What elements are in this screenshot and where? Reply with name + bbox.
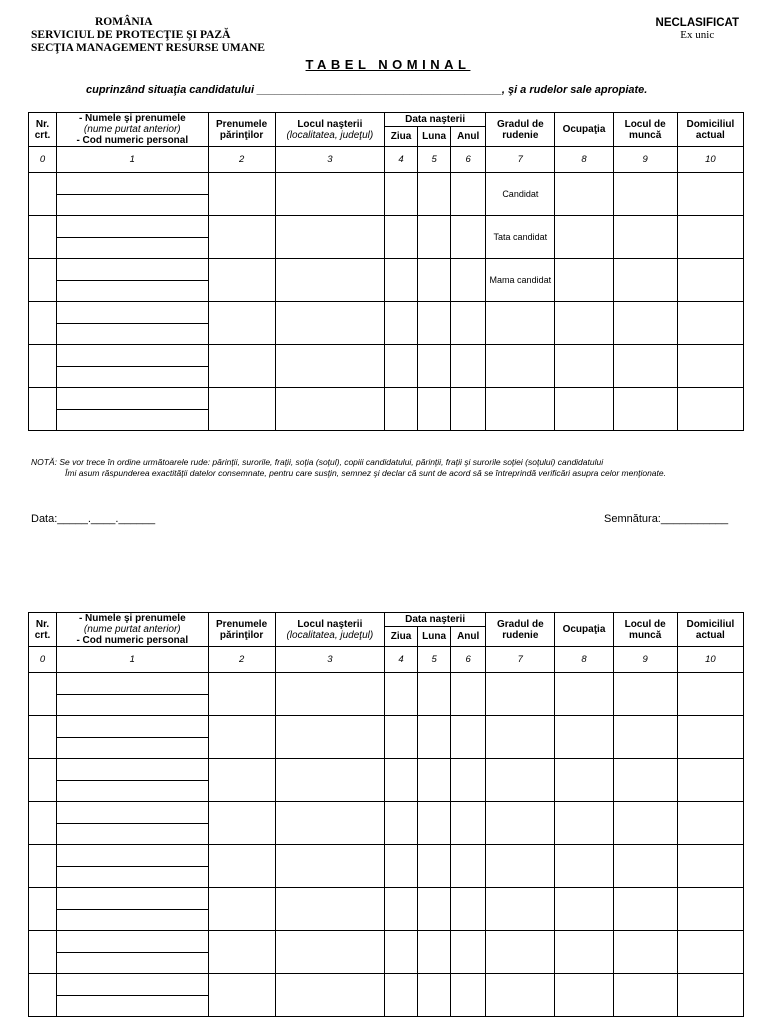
table-row <box>29 888 744 931</box>
form-cell[interactable] <box>555 216 613 259</box>
form-cell[interactable] <box>677 302 743 345</box>
form-cell[interactable] <box>555 888 613 931</box>
form-cell[interactable] <box>29 173 57 216</box>
cnp-subcell[interactable] <box>57 867 207 888</box>
form-cell[interactable] <box>418 216 451 259</box>
form-cell[interactable] <box>613 716 677 759</box>
service-name: SERVICIUL DE PROTECŢIE ŞI PAZĂ <box>31 29 231 41</box>
form-cell[interactable] <box>384 302 417 345</box>
header-birthdate: Data naşterii <box>384 613 485 627</box>
form-cell[interactable] <box>451 888 486 931</box>
form-cell[interactable] <box>677 345 743 388</box>
note-line-2: Îmi asum răspunderea exactităţii datelor consemnate, pentru care susţin, semnez şi declar că sunt de acord să se întreprindă verificări asupra celor menţionate. <box>65 468 666 478</box>
form-cell[interactable] <box>29 716 57 759</box>
cnp-subcell[interactable] <box>57 910 207 931</box>
table-1-body <box>29 173 744 431</box>
relation-label: Tata candidat <box>493 232 548 242</box>
form-cell[interactable] <box>677 216 743 259</box>
form-cell[interactable] <box>613 173 677 216</box>
header-day: Ziua <box>384 127 417 147</box>
form-cell[interactable] <box>677 845 743 888</box>
header-parents: Prenumele părinţilor <box>208 113 275 147</box>
institution-header <box>31 16 265 55</box>
form-cell[interactable] <box>275 845 384 888</box>
name-cnp-cell[interactable] <box>57 802 208 845</box>
name-cnp-cell[interactable] <box>57 345 208 388</box>
name-subcell[interactable] <box>57 259 207 281</box>
table-2-body <box>29 673 744 1017</box>
nominal-table-2 <box>28 612 744 1017</box>
form-cell[interactable] <box>275 673 384 716</box>
form-cell[interactable] <box>418 388 451 431</box>
form-cell[interactable] <box>418 345 451 388</box>
form-cell[interactable] <box>418 888 451 931</box>
form-cell[interactable] <box>451 716 486 759</box>
form-cell[interactable] <box>555 173 613 216</box>
table-row <box>29 673 744 716</box>
note-block <box>31 457 744 479</box>
form-cell[interactable] <box>29 345 57 388</box>
form-cell[interactable] <box>677 388 743 431</box>
form-cell[interactable] <box>451 259 486 302</box>
header-name: - Numele şi prenumele (nume purtat anterior) - Cod numeric personal <box>57 613 208 647</box>
col-number: 6 <box>451 647 486 673</box>
form-cell[interactable] <box>384 259 417 302</box>
form-cell[interactable] <box>486 673 555 716</box>
form-cell[interactable] <box>275 802 384 845</box>
header-address: Domiciliul actual <box>677 613 743 647</box>
copy-label: Ex unic <box>680 29 715 41</box>
relation-cell[interactable] <box>486 173 555 216</box>
col-number: 5 <box>418 647 451 673</box>
date-field[interactable]: Data:_____.____.______ <box>31 513 156 525</box>
header-nr: Nr. crt. <box>29 113 57 147</box>
form-cell[interactable] <box>555 259 613 302</box>
form-cell[interactable] <box>677 173 743 216</box>
relation-cell[interactable] <box>486 259 555 302</box>
form-cell[interactable] <box>677 259 743 302</box>
form-cell[interactable] <box>384 216 417 259</box>
header-name: - Numele şi prenumele (nume purtat anterior) - Cod numeric personal <box>57 113 208 147</box>
form-cell[interactable] <box>418 802 451 845</box>
form-cell[interactable] <box>486 888 555 931</box>
col-number: 8 <box>555 647 613 673</box>
form-cell[interactable] <box>555 845 613 888</box>
form-cell[interactable] <box>29 802 57 845</box>
form-cell[interactable] <box>677 802 743 845</box>
form-cell[interactable] <box>451 388 486 431</box>
name-subcell[interactable] <box>57 345 207 367</box>
cnp-subcell[interactable] <box>57 238 207 259</box>
form-cell[interactable] <box>418 974 451 1017</box>
form-cell[interactable] <box>613 259 677 302</box>
col-number: 1 <box>57 647 208 673</box>
name-subcell[interactable] <box>57 759 207 781</box>
relation-cell[interactable] <box>486 345 555 388</box>
form-cell[interactable] <box>451 302 486 345</box>
form-cell[interactable] <box>208 802 275 845</box>
header-relation: Gradul de rudenie <box>486 613 555 647</box>
name-cnp-cell[interactable] <box>57 173 208 216</box>
form-cell[interactable] <box>208 388 275 431</box>
form-cell[interactable] <box>613 216 677 259</box>
col-number: 9 <box>613 647 677 673</box>
header-month: Luna <box>418 627 451 647</box>
form-cell[interactable] <box>555 302 613 345</box>
form-cell[interactable] <box>486 759 555 802</box>
form-cell[interactable] <box>613 302 677 345</box>
form-cell[interactable] <box>275 931 384 974</box>
name-cnp-cell[interactable] <box>57 302 208 345</box>
table-row <box>29 716 744 759</box>
cnp-subcell[interactable] <box>57 996 207 1017</box>
col-number: 7 <box>486 147 555 173</box>
form-cell[interactable] <box>208 173 275 216</box>
table-row <box>29 302 744 345</box>
col-number: 8 <box>555 147 613 173</box>
form-cell[interactable] <box>29 931 57 974</box>
table-row <box>29 173 744 216</box>
form-cell[interactable] <box>384 716 417 759</box>
form-cell[interactable] <box>486 845 555 888</box>
form-cell[interactable] <box>451 345 486 388</box>
form-cell[interactable] <box>275 716 384 759</box>
form-cell[interactable] <box>613 673 677 716</box>
name-cnp-cell[interactable] <box>57 974 208 1017</box>
cnp-subcell[interactable] <box>57 695 207 716</box>
form-cell[interactable] <box>486 931 555 974</box>
form-cell[interactable] <box>275 302 384 345</box>
name-cnp-cell[interactable] <box>57 388 208 431</box>
col-number: 4 <box>384 147 417 173</box>
form-cell[interactable] <box>29 845 57 888</box>
header-address: Domiciliul actual <box>677 113 743 147</box>
header-workplace: Locul de muncă <box>613 113 677 147</box>
form-cell[interactable] <box>677 673 743 716</box>
form-cell[interactable] <box>29 759 57 802</box>
name-cnp-cell[interactable] <box>57 716 208 759</box>
form-cell[interactable] <box>451 974 486 1017</box>
header-occupation: Ocupaţia <box>555 613 613 647</box>
header-birthplace: Locul naşterii (localitatea, judeţul) <box>275 613 384 647</box>
cnp-subcell[interactable] <box>57 410 207 431</box>
form-cell[interactable] <box>29 216 57 259</box>
name-cnp-cell[interactable] <box>57 216 208 259</box>
col-number: 10 <box>677 147 743 173</box>
header-relation: Gradul de rudenie <box>486 113 555 147</box>
table-row <box>29 802 744 845</box>
col-number: 2 <box>208 647 275 673</box>
form-cell[interactable] <box>677 759 743 802</box>
form-cell[interactable] <box>555 388 613 431</box>
form-cell[interactable] <box>208 759 275 802</box>
form-cell[interactable] <box>275 173 384 216</box>
form-cell[interactable] <box>275 259 384 302</box>
form-cell[interactable] <box>208 888 275 931</box>
form-cell[interactable] <box>613 888 677 931</box>
form-cell[interactable] <box>384 173 417 216</box>
table-row <box>29 759 744 802</box>
form-cell[interactable] <box>555 931 613 974</box>
form-cell[interactable] <box>384 802 417 845</box>
form-cell[interactable] <box>384 845 417 888</box>
section-name: SECŢIA MANAGEMENT RESURSE UMANE <box>31 42 265 54</box>
form-cell[interactable] <box>613 802 677 845</box>
form-cell[interactable] <box>613 759 677 802</box>
form-cell[interactable] <box>555 673 613 716</box>
name-subcell[interactable] <box>57 302 207 324</box>
relation-label: Candidat <box>502 189 539 199</box>
table-row <box>29 388 744 431</box>
form-cell[interactable] <box>677 888 743 931</box>
relation-cell[interactable] <box>486 388 555 431</box>
name-subcell[interactable] <box>57 931 207 953</box>
form-cell[interactable] <box>208 259 275 302</box>
form-cell[interactable] <box>29 302 57 345</box>
form-cell[interactable] <box>418 845 451 888</box>
name-subcell[interactable] <box>57 802 207 824</box>
relation-label: Mama candidat <box>489 275 552 285</box>
form-cell[interactable] <box>451 759 486 802</box>
table-row <box>29 974 744 1017</box>
name-cnp-cell[interactable] <box>57 845 208 888</box>
form-cell[interactable] <box>613 388 677 431</box>
header-workplace: Locul de muncă <box>613 613 677 647</box>
form-cell[interactable] <box>486 716 555 759</box>
form-cell[interactable] <box>451 802 486 845</box>
name-subcell[interactable] <box>57 888 207 910</box>
table-row <box>29 216 744 259</box>
col-number: 7 <box>486 647 555 673</box>
form-cell[interactable] <box>208 974 275 1017</box>
name-subcell[interactable] <box>57 716 207 738</box>
form-cell[interactable] <box>677 974 743 1017</box>
col-number: 6 <box>451 147 486 173</box>
form-cell[interactable] <box>486 974 555 1017</box>
header-birthdate: Data naşterii <box>384 113 485 127</box>
cnp-subcell[interactable] <box>57 738 207 759</box>
cnp-subcell[interactable] <box>57 953 207 974</box>
table-row <box>29 259 744 302</box>
form-cell[interactable] <box>208 716 275 759</box>
classification-label: NECLASIFICAT <box>655 17 739 29</box>
header-month: Luna <box>418 127 451 147</box>
header-nr: Nr. crt. <box>29 613 57 647</box>
form-cell[interactable] <box>555 716 613 759</box>
form-cell[interactable] <box>29 259 57 302</box>
form-cell[interactable] <box>451 845 486 888</box>
form-cell[interactable] <box>384 974 417 1017</box>
header-parents: Prenumele părinţilor <box>208 613 275 647</box>
relation-cell[interactable] <box>486 302 555 345</box>
col-number: 5 <box>418 147 451 173</box>
form-cell[interactable] <box>29 888 57 931</box>
signature-field[interactable]: Semnătura:___________ <box>604 513 729 525</box>
name-cnp-cell[interactable] <box>57 259 208 302</box>
form-cell[interactable] <box>418 173 451 216</box>
form-cell[interactable] <box>275 759 384 802</box>
col-number: 3 <box>275 147 384 173</box>
form-cell[interactable] <box>418 759 451 802</box>
form-cell[interactable] <box>275 345 384 388</box>
form-cell[interactable] <box>384 931 417 974</box>
cnp-subcell[interactable] <box>57 781 207 802</box>
cnp-subcell[interactable] <box>57 824 207 845</box>
header-occupation: Ocupaţia <box>555 113 613 147</box>
form-cell[interactable] <box>275 216 384 259</box>
cnp-subcell[interactable] <box>57 324 207 345</box>
page-title: TABEL NOMINAL <box>305 57 471 72</box>
name-subcell[interactable] <box>57 173 207 195</box>
form-cell[interactable] <box>418 259 451 302</box>
form-cell[interactable] <box>613 974 677 1017</box>
form-cell[interactable] <box>418 931 451 974</box>
form-cell[interactable] <box>418 673 451 716</box>
form-cell[interactable] <box>451 173 486 216</box>
name-subcell[interactable] <box>57 673 207 695</box>
form-cell[interactable] <box>275 388 384 431</box>
form-cell[interactable] <box>555 802 613 845</box>
header-year: Anul <box>451 627 486 647</box>
form-cell[interactable] <box>275 974 384 1017</box>
form-cell[interactable] <box>384 345 417 388</box>
form-cell[interactable] <box>208 845 275 888</box>
form-cell[interactable] <box>613 345 677 388</box>
form-cell[interactable] <box>29 673 57 716</box>
cnp-subcell[interactable] <box>57 367 207 388</box>
form-cell[interactable] <box>677 716 743 759</box>
name-subcell[interactable] <box>57 845 207 867</box>
country-name: ROMÂNIA <box>95 16 153 28</box>
col-number: 9 <box>613 147 677 173</box>
header-day: Ziua <box>384 627 417 647</box>
col-number: 4 <box>384 647 417 673</box>
name-cnp-cell[interactable] <box>57 888 208 931</box>
form-cell[interactable] <box>677 931 743 974</box>
table-row <box>29 345 744 388</box>
form-cell[interactable] <box>555 345 613 388</box>
form-cell[interactable] <box>208 931 275 974</box>
form-cell[interactable] <box>384 759 417 802</box>
cnp-subcell[interactable] <box>57 281 207 302</box>
table-row <box>29 931 744 974</box>
form-cell[interactable] <box>208 673 275 716</box>
form-cell[interactable] <box>451 931 486 974</box>
form-cell[interactable] <box>418 716 451 759</box>
form-cell[interactable] <box>384 388 417 431</box>
form-cell[interactable] <box>613 931 677 974</box>
col-number: 0 <box>29 147 57 173</box>
form-cell[interactable] <box>29 974 57 1017</box>
name-cnp-cell[interactable] <box>57 931 208 974</box>
header-year: Anul <box>451 127 486 147</box>
name-subcell[interactable] <box>57 388 207 410</box>
cnp-subcell[interactable] <box>57 195 207 216</box>
col-number: 10 <box>677 647 743 673</box>
form-cell[interactable] <box>208 302 275 345</box>
nominal-table-1 <box>28 112 744 431</box>
name-cnp-cell[interactable] <box>57 759 208 802</box>
name-subcell[interactable] <box>57 974 207 996</box>
form-cell[interactable] <box>613 845 677 888</box>
form-cell[interactable] <box>29 388 57 431</box>
relation-cell[interactable] <box>486 216 555 259</box>
header-birthplace: Locul naşterii (localitatea, judeţul) <box>275 113 384 147</box>
form-cell[interactable] <box>451 673 486 716</box>
table-row <box>29 845 744 888</box>
form-cell[interactable] <box>451 216 486 259</box>
form-cell[interactable] <box>208 345 275 388</box>
form-cell[interactable] <box>555 759 613 802</box>
form-cell[interactable] <box>208 216 275 259</box>
col-number: 3 <box>275 647 384 673</box>
form-cell[interactable] <box>486 802 555 845</box>
name-subcell[interactable] <box>57 216 207 238</box>
form-cell[interactable] <box>418 302 451 345</box>
name-cnp-cell[interactable] <box>57 673 208 716</box>
classification-block <box>656 17 739 41</box>
note-line-1: NOTĂ: Se vor trece în ordine următoarele rude: părinţii, surorile, fraţii, soţia (soţul), copiii candidatului, părinţii, fraţii şi surorile soţiei (soţului) candidatului <box>31 457 604 467</box>
form-cell[interactable] <box>275 888 384 931</box>
form-cell[interactable] <box>384 673 417 716</box>
form-cell[interactable] <box>384 888 417 931</box>
col-number: 0 <box>29 647 57 673</box>
col-number: 1 <box>57 147 208 173</box>
form-cell[interactable] <box>555 974 613 1017</box>
col-number: 2 <box>208 147 275 173</box>
page-subtitle: cuprinzând situaţia candidatului ________________________________________, şi a rudelor sale apropiate. <box>86 84 648 96</box>
